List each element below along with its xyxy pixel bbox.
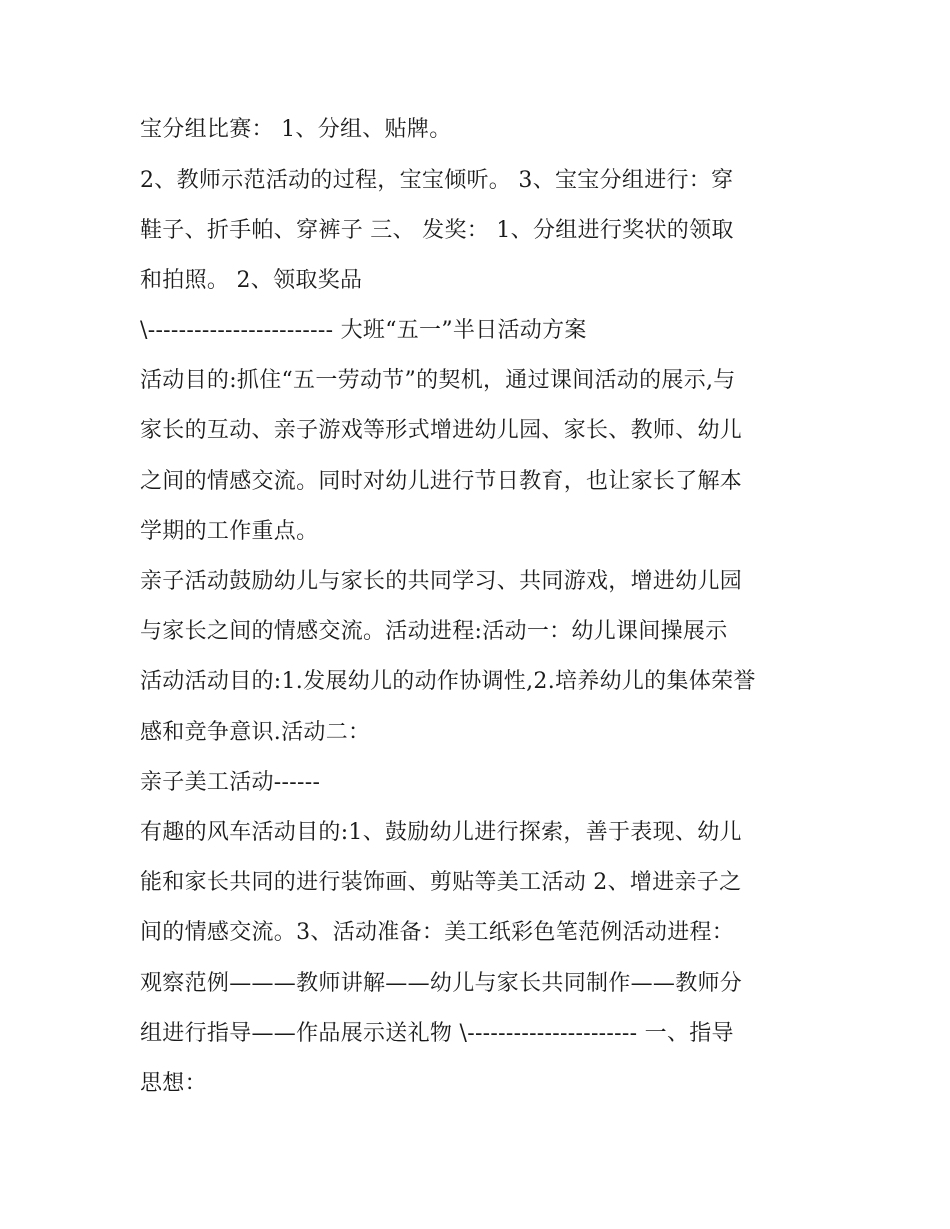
text-line: 和拍照。 2、领取奖品: [140, 268, 363, 293]
text-line: 能和家长共同的进行装饰画、剪贴等美工活动 2、增进亲子之: [140, 870, 742, 895]
text-line: 活动目的:抓住“五一劳动节”的契机，通过课间活动的展示,与: [140, 368, 736, 393]
text-line: 亲子美工活动------: [140, 770, 321, 795]
section-divider-title: \------------------------ 大班“五一”半日活动方案: [140, 318, 587, 343]
text-line: 组进行指导——作品展示送礼物 \---------------------- 一、指导: [140, 1021, 734, 1046]
text-line: 学期的工作重点。: [140, 519, 319, 544]
text-line: 亲子活动鼓励幼儿与家长的共同学习、共同游戏，增进幼儿园: [140, 569, 743, 594]
text-line: 之间的情感交流。同时对幼儿进行节日教育，也让家长了解本: [140, 469, 743, 494]
text-line: 家长的互动、亲子游戏等形式增进幼儿园、家长、教师、幼儿: [140, 418, 743, 443]
text-line: 2、教师示范活动的过程，宝宝倾听。 3、宝宝分组进行：穿: [140, 168, 734, 193]
text-line: 鞋子、折手帕、穿裤子 三、 发奖： 1、分组进行奖状的领取: [140, 218, 734, 243]
text-line: 与家长之间的情感交流。活动进程:活动一：幼儿课间操展示: [140, 619, 728, 644]
text-line: 思想：: [140, 1071, 207, 1096]
text-line: 有趣的风车活动目的:1、鼓励幼儿进行探索，善于表现、幼儿: [140, 820, 742, 845]
text-line: 间的情感交流。3、活动准备：美工纸彩色笔范例活动进程：: [140, 920, 735, 945]
text-line: 感和竞争意识.活动二：: [140, 720, 371, 745]
text-line: 宝分组比赛： 1、分组、贴牌。: [140, 117, 452, 142]
text-line: 观察范例———教师讲解——幼儿与家长共同制作——教师分: [140, 971, 743, 996]
text-line: 活动活动目的:1.发展幼儿的动作协调性,2.培养幼儿的集体荣誉: [140, 669, 756, 694]
